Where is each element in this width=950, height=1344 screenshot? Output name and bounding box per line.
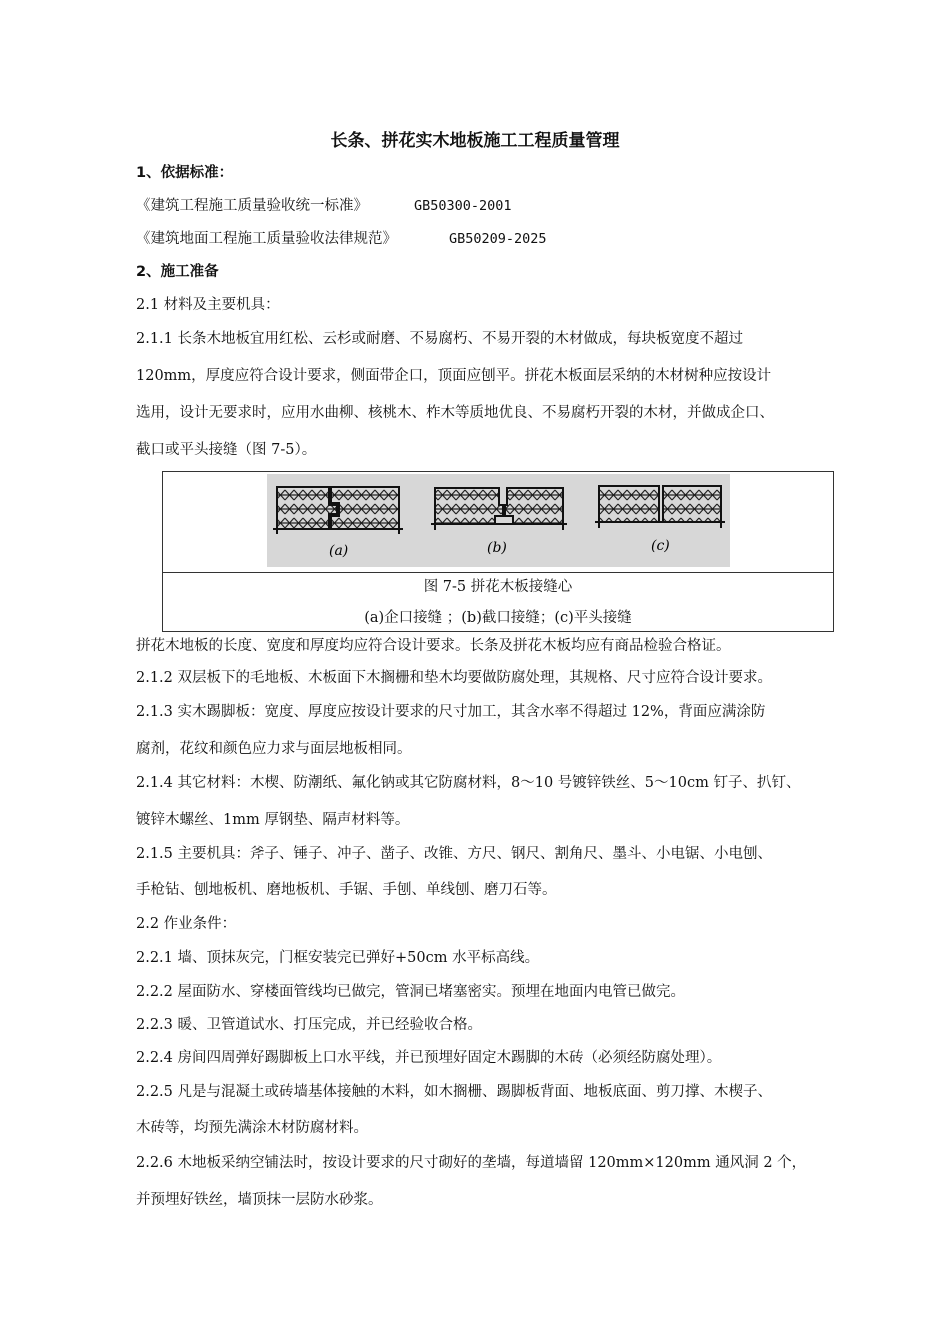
figure-caption: 图 7-5 拼花木板接缝心	[423, 579, 573, 595]
paragraph-line: 木砖等，均预先满涂木材防腐材料。	[136, 1120, 368, 1136]
label-c: (c)	[651, 538, 670, 554]
figure-divider	[163, 572, 833, 573]
standard-name: 《建筑地面工程施工质量验收法律规范》	[136, 231, 397, 247]
paragraph-line: 2.2.5 凡是与混凝土或砖墙基体接触的木料，如木搁栅、踢脚板背面、地板底面、剪刀撑、木楔子、	[136, 1084, 772, 1100]
paragraph-line: 手枪钻、刨地板机、磨地板机、手锯、手刨、单线刨、磨刀石等。	[136, 882, 557, 898]
paragraph-line: 2.2.1 墙、顶抹灰完，门框安装完已弹好+50cm 水平标高线。	[136, 950, 540, 966]
standard-name: 《建筑工程施工质量验收统一标准》	[136, 198, 368, 214]
paragraph-line: 2.1.1 长条木地板宜用红松、云杉或耐磨、不易腐朽、不易开裂的木材做成，每块板宽度不超过	[136, 331, 743, 347]
page-title: 长条、拼花实木地板施工工程质量管理	[330, 131, 620, 151]
joint-diagram-image	[267, 474, 730, 567]
paragraph-line: 2.2.2 屋面防水、穿楼面管线均已做完，管洞已堵塞密实。预埋在地面内电管已做完。	[136, 984, 686, 1000]
paragraph-line: 2.2.6 木地板采纳空铺法时，按设计要求的尺寸砌好的垄墙，每道墙留 120mm×120mm 通风洞 2 个，	[136, 1155, 807, 1171]
paragraph-line: 选用，设计无要求时，应用水曲柳、核桃木、柞木等质地优良、不易腐朽开裂的木材，并做成企口、	[136, 405, 774, 421]
paragraph-line: 2.2.3 暖、卫管道试水、打压完成，并已经验收合格。	[136, 1017, 483, 1033]
joint-c-butt	[595, 486, 725, 528]
paragraph-line: 并预埋好铁丝，墙顶抹一层防水砂浆。	[136, 1192, 383, 1208]
subsection-heading: 2.1 材料及主要机具：	[136, 297, 280, 313]
joint-a-tongue-groove	[273, 487, 403, 534]
paragraph-line: 拼花木地板的长度、宽度和厚度均应符合设计要求。长条及拼花木板均应有商品检验合格证。	[136, 638, 731, 654]
section-heading-basis: 1、依据标准：	[136, 165, 234, 181]
standard-code: GB50300-2001	[414, 198, 512, 214]
figure-7-5	[162, 471, 834, 632]
joint-b-rabbet	[431, 488, 567, 530]
paragraph-line: 2.1.4 其它材料：木楔、防潮纸、氟化钠或其它防腐材料，8～10 号镀锌铁丝、5～10cm 钉子、扒钉、	[136, 775, 801, 791]
paragraph-line: 腐剂，花纹和颜色应力求与面层地板相同。	[136, 741, 412, 757]
standard-item	[136, 229, 876, 249]
standard-item	[136, 196, 876, 216]
paragraph-line: 2.2.4 房间四周弹好踢脚板上口水平线，并已预埋好固定木踢脚的木砖（必须经防腐处理）。	[136, 1050, 722, 1066]
paragraph-line: 120mm，厚度应符合设计要求，侧面带企口，顶面应刨平。拼花木板面层采纳的木材树种应按设计	[136, 368, 772, 384]
figure-subcaption: (a)企口接缝 ；(b)截口接缝；(c)平头接缝	[364, 610, 632, 626]
paragraph-line: 2.1.5 主要机具：斧子、锤子、冲子、凿子、改锥、方尺、钢尺、割角尺、墨斗、小电锯、小电刨、	[136, 846, 772, 862]
joint-diagram	[267, 474, 730, 567]
section-heading-preparation: 2、施工准备	[136, 264, 219, 280]
label-a: (a)	[329, 543, 349, 559]
paragraph-line: 2.1.3 实木踢脚板：宽度、厚度应按设计要求的尺寸加工，其含水率不得超过 12%，背面应满涂防	[136, 704, 766, 720]
standard-code: GB50209-2025	[449, 231, 547, 247]
paragraph-line: 截口或平头接缝（图 7-5）。	[136, 442, 317, 458]
subsection-heading: 2.2 作业条件：	[136, 916, 237, 932]
paragraph-line: 镀锌木螺丝、1mm 厚钢垫、隔声材料等。	[136, 812, 410, 828]
paragraph-line: 2.1.2 双层板下的毛地板、木板面下木搁栅和垫木均要做防腐处理，其规格、尺寸应符合设计要求。	[136, 670, 772, 686]
label-b: (b)	[487, 540, 507, 556]
